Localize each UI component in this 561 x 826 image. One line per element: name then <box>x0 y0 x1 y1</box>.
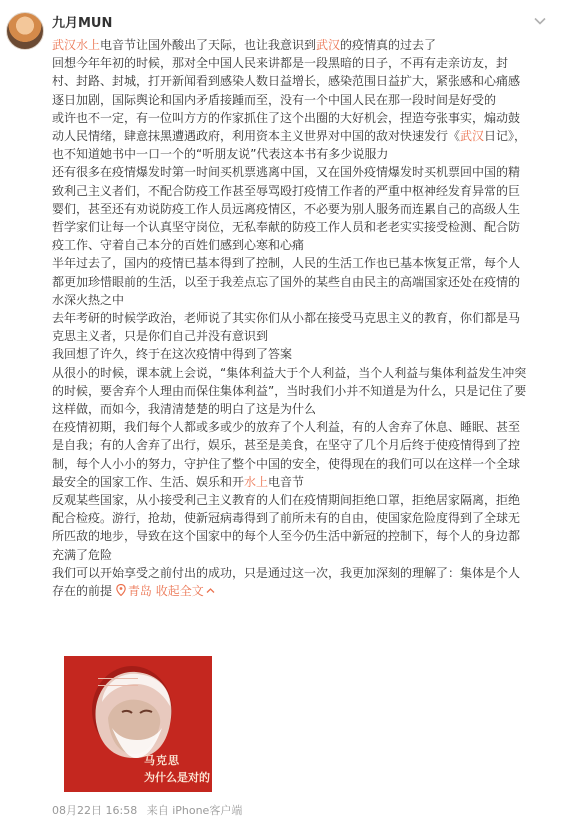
topic-link[interactable]: 武汉 <box>460 129 485 144</box>
post-paragraph <box>52 345 530 363</box>
chevron-up-icon <box>206 586 215 595</box>
post-meta <box>52 802 242 818</box>
book-title: 马克思 <box>144 754 180 767</box>
post-text: 我们可以开始享受之前付出的成功，只是通过这一次，我更加深刻的理解了：集体是个人存在的前提 <box>52 565 521 599</box>
book-subtitle: 为什么是对的 <box>144 771 210 784</box>
post-paragraph <box>52 491 530 564</box>
location-pin-icon <box>116 584 126 596</box>
post-text: 回想今年年初的时候，那对全中国人民来讲都是一段黑暗的日子，不再有走亲访友，封村、封路、封城，打开新闻看到感染人数日益增长，感染范围日益扩大，紧张感和心痛感逐日加剧，国际舆论和国内矛盾接踵而至，没有一个中国人民在那一段时间是好受的 <box>52 56 521 107</box>
location-label: 青岛 <box>127 584 152 599</box>
post-text: 日记》，也不知道她书中一口一个的“听朋友说”代表这本书有多少说服力 <box>52 129 527 162</box>
post-paragraph <box>52 163 530 254</box>
post-content <box>52 36 530 600</box>
post-text: 我回想了许久，终于在这次疫情中得到了答案 <box>52 347 293 362</box>
post-paragraph <box>52 109 530 164</box>
post-text: 反观某些国家，从小接受利己主义教育的人们在疫情期间拒绝口罩，拒绝居家隔离，拒绝配合检疫。游行，抢劫，使新冠病毒得到了前所未有的自由，使国家危险度得到了全球无所匹敌的地步，导致在这个国家中的每个人至今仍生活中新冠的控制下，每个人的身边都充满了危险 <box>52 493 521 562</box>
post-paragraph <box>52 254 530 309</box>
post-paragraph <box>52 364 530 419</box>
book-cover-image[interactable] <box>64 656 212 792</box>
post-paragraph <box>52 418 530 491</box>
post-text: 的疫情真的过去了 <box>340 38 437 52</box>
post-paragraphs <box>52 36 530 600</box>
avatar[interactable] <box>6 12 44 50</box>
post-text: 从很小的时候，课本就上会说，“集体利益大于个人利益，当个人利益与集体利益发生冲突的时候，要舍弃个人理由而保住集体利益”，当时我们小并不知道是为什么，只是记住了要这样做，而如今，我清清楚楚的明白了这是为什么 <box>52 365 527 417</box>
post-paragraph <box>52 36 530 54</box>
post-text: 去年考研的时候学政治，老师说了其实你们从小都在接受马克思主义的教育，你们都是马克思主义者，只是你们自己并没有意识到 <box>52 311 521 344</box>
post-source: 来自 iPhone客户端 <box>146 804 243 817</box>
post-text: 电音节 <box>268 474 305 489</box>
post-paragraph <box>52 54 530 109</box>
post-paragraph <box>52 566 520 598</box>
post-text: 电音节让国外酸出了天际，也让我意识到 <box>100 38 317 52</box>
location-link[interactable] <box>116 584 156 598</box>
book-decoration <box>98 678 138 686</box>
topic-link[interactable]: 武汉水上 <box>52 38 101 52</box>
chevron-down-icon[interactable] <box>533 14 547 28</box>
post-text: 还有很多在疫情爆发时第一时间买机票逃离中国，又在国外疫情爆发时买机票回中国的精致利己主义者们，不配合防疫工作甚至辱骂殴打疫情工作者的严重中枢神经发育异常的巨婴们，甚至还有劝说防疫工作人员远离疫情区，不必要为别人服务而连累自己的高级人生哲学家们让每一个认真坚守岗位，无私奉献的防疫工作人员和老老实实接受检测、配合防疫工作、守着自己本分的百姓们感到心寒和心痛 <box>52 165 521 253</box>
post-timestamp[interactable]: 08月22日 16:58 <box>52 804 138 817</box>
post-text: 或许也不一定，有一位叫方方的作家抓住了这个出圈的大好机会，捏造夸张事实，煽动鼓动人民情绪，肆意抹黑遭遇政府，利用资本主义世界对中国的敌对快速发行《 <box>52 110 521 144</box>
post-text: 半年过去了，国内的疫情已基本得到了控制，人民的生活工作也已基本恢复正常，每个人都更加珍惜眼前的生活，以至于我差点忘了国外的某些自由民主的高端国家还处在疫情的水深火热之中 <box>52 256 521 307</box>
post-paragraph <box>52 309 530 345</box>
collapse-text-button[interactable] <box>156 584 215 598</box>
topic-link[interactable]: 水上 <box>244 474 269 489</box>
collapse-label: 收起全文 <box>155 584 204 599</box>
marx-portrait-image <box>82 662 194 762</box>
topic-link[interactable]: 武汉 <box>316 38 341 52</box>
post-text: 在疫情初期，我们每个人都或多或少的放弃了个人利益，有的人舍弃了休息、睡眠、甚至是自我；有的人舍弃了出行，娱乐，甚至是美食，在坚守了几个月后终于使疫情得到了控制，每个人小小的努力，守护住了整个中国的安全，使得现在的我们可以在这样一个全球最安全的国家工作、生活、娱乐和开 <box>52 420 521 489</box>
username[interactable]: 九月MUN <box>52 16 113 31</box>
